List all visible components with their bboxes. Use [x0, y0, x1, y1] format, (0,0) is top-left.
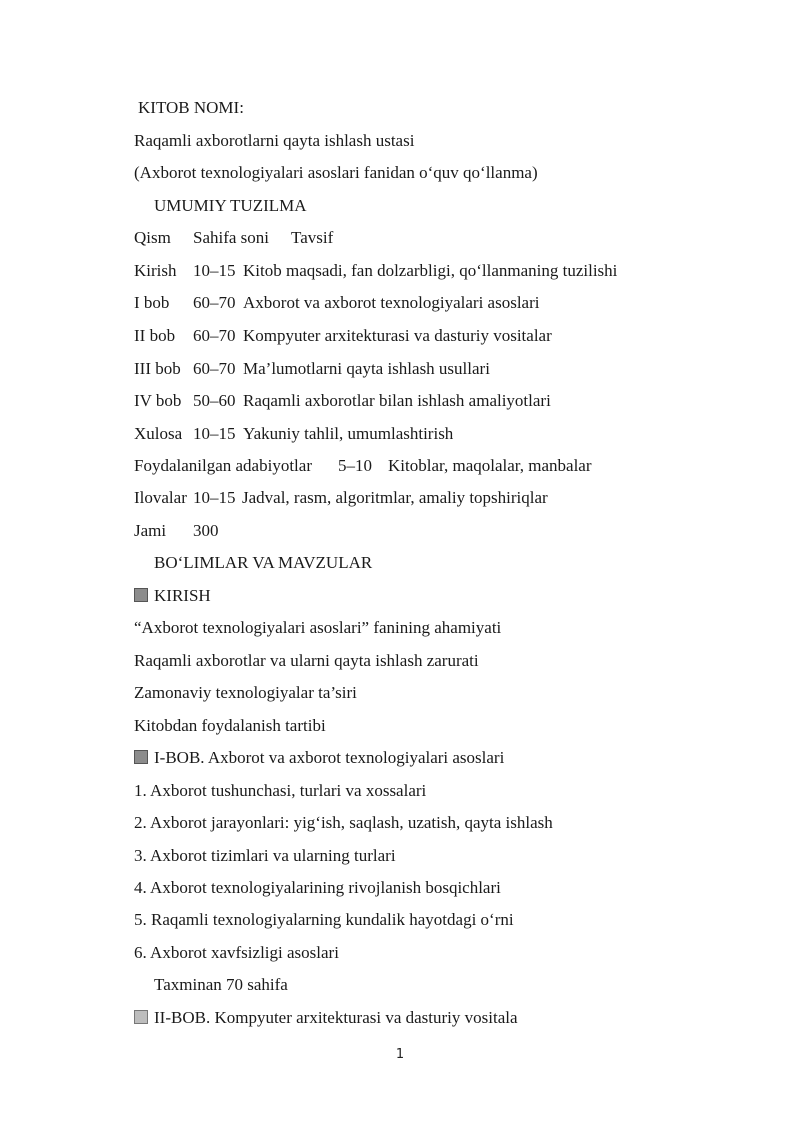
- list-item: 4. Axborot texnologiyalarining rivojlanish bosqichlari: [134, 878, 501, 897]
- row-desc: Kitob maqsadi, fan dolzarbligi, qo‘llanmaning tuzilishi: [243, 261, 618, 280]
- row-part: Jami: [134, 521, 167, 540]
- row-pages: 10–15: [193, 261, 236, 280]
- square-bullet-icon: [134, 588, 148, 602]
- sections-heading: BO‘LIMLAR VA MAVZULAR: [154, 553, 373, 572]
- row-pages: 60–70: [193, 326, 236, 345]
- row-pages: 50–60: [193, 391, 236, 410]
- row-part: Kirish: [134, 261, 177, 280]
- column-header-desc: Tavsif: [291, 228, 334, 247]
- square-bullet-icon: [134, 750, 148, 764]
- column-header-part: Qism: [134, 228, 171, 247]
- table-row: [134, 391, 181, 411]
- table-row: [134, 456, 312, 476]
- row-part: III bob: [134, 359, 181, 378]
- book-subtitle: (Axborot texnologiyalari asoslari fanidan o‘quv qo‘llanma): [134, 163, 538, 182]
- row-pages: 10–15: [193, 424, 236, 443]
- book-label: KITOB NOMI:: [138, 98, 244, 117]
- list-item: 3. Axborot tizimlari va ularning turlari: [134, 846, 396, 865]
- page-number: 1: [395, 1047, 405, 1062]
- list-item: 5. Raqamli texnologiyalarning kundalik hayotdagi o‘rni: [134, 910, 514, 929]
- row-desc: Yakuniy tahlil, umumlashtirish: [243, 424, 454, 443]
- list-item: “Axborot texnologiyalari asoslari” fanining ahamiyati: [134, 618, 502, 637]
- row-desc: Axborot va axborot texnologiyalari asoslari: [243, 293, 540, 312]
- row-desc: Kitoblar, maqolalar, manbalar: [388, 456, 592, 475]
- chapter2-heading: [134, 1008, 518, 1028]
- intro-heading: [134, 586, 211, 606]
- table-row: [134, 261, 177, 281]
- table-row: [134, 488, 187, 508]
- structure-heading: UMUMIY TUZILMA: [154, 196, 307, 215]
- row-pages: 10–15: [193, 488, 236, 507]
- square-bullet-icon: [134, 1010, 148, 1024]
- table-row: [134, 424, 182, 444]
- list-item: 2. Axborot jarayonlari: yig‘ish, saqlash, uzatish, qayta ishlash: [134, 813, 553, 832]
- table-row: [134, 359, 181, 379]
- book-title: Raqamli axborotlarni qayta ishlash ustasi: [134, 131, 415, 150]
- row-part: Ilovalar: [134, 488, 187, 507]
- row-part: I bob: [134, 293, 170, 312]
- list-item: 1. Axborot tushunchasi, turlari va xossalari: [134, 781, 427, 800]
- row-desc: Raqamli axborotlar bilan ishlash amaliyotlari: [243, 391, 551, 410]
- chapter1-note: Taxminan 70 sahifa: [154, 975, 288, 994]
- chapter1-title: I-BOB. Axborot va axborot texnologiyalari asoslari: [154, 748, 505, 767]
- chapter1-heading: [134, 748, 504, 768]
- row-desc: Jadval, rasm, algoritmlar, amaliy topshiriqlar: [242, 488, 548, 507]
- table-row: [134, 326, 175, 346]
- row-part: IV bob: [134, 391, 182, 410]
- table-header: [134, 228, 171, 248]
- row-desc: Kompyuter arxitekturasi va dasturiy vositalar: [243, 326, 552, 345]
- list-item: 6. Axborot xavfsizligi asoslari: [134, 943, 339, 962]
- list-item: Kitobdan foydalanish tartibi: [134, 716, 326, 735]
- intro-title: KIRISH: [154, 586, 211, 605]
- list-item: Raqamli axborotlar va ularni qayta ishlash zarurati: [134, 651, 479, 670]
- row-pages: 5–10: [338, 456, 372, 475]
- table-row-total: [134, 521, 166, 541]
- row-desc: Ma’lumotlarni qayta ishlash usullari: [243, 359, 490, 378]
- row-pages: 60–70: [193, 293, 236, 312]
- row-pages: 60–70: [193, 359, 236, 378]
- chapter2-title: II-BOB. Kompyuter arxitekturasi va dasturiy vositala: [154, 1008, 518, 1027]
- row-part: Xulosa: [134, 424, 183, 443]
- row-pages-total: 300: [193, 521, 219, 540]
- row-part: II bob: [134, 326, 176, 345]
- column-header-pages: Sahifa soni: [193, 228, 270, 247]
- row-part: Foydalanilgan adabiyotlar: [134, 456, 312, 475]
- list-item: Zamonaviy texnologiyalar ta’siri: [134, 683, 357, 702]
- table-row: [134, 293, 169, 313]
